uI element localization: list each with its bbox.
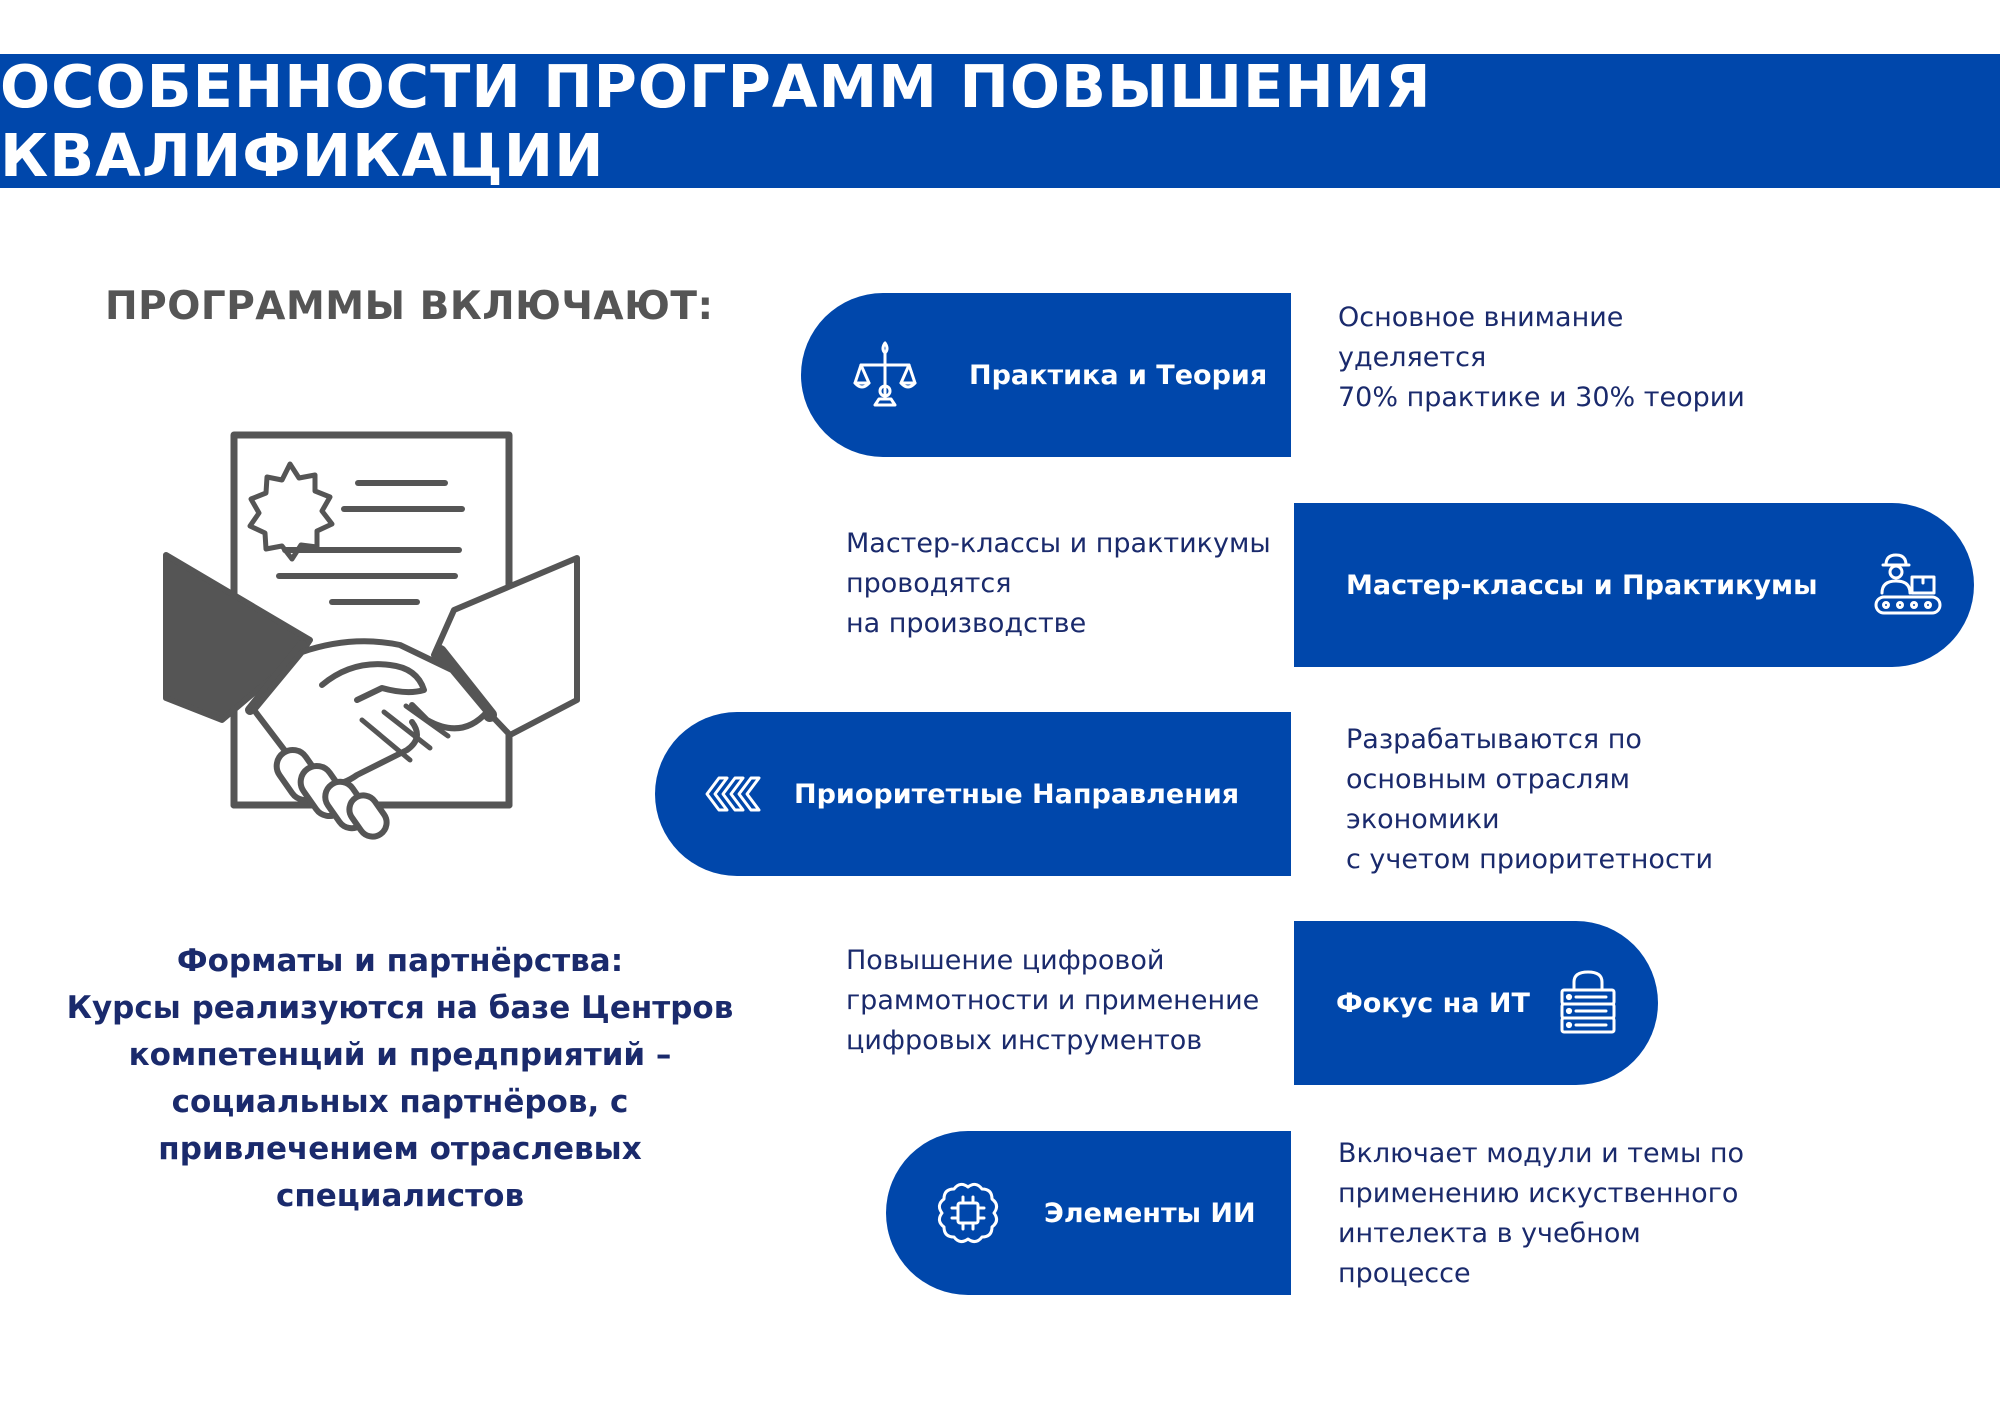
description-line: проводятся — [846, 568, 1012, 599]
feature-pill-priority-directions — [655, 712, 1291, 876]
formats-partnerships-text — [60, 938, 740, 1220]
description-line: процессе — [1338, 1258, 1471, 1289]
feature-pill-ai-elements — [886, 1131, 1291, 1295]
description-line: интелекта в учебном — [1338, 1218, 1641, 1249]
feature-label: Фокус на ИТ — [1336, 987, 1530, 1019]
feature-label: Приоритетные Направления — [794, 778, 1240, 810]
feature-label: Практика и Теория — [969, 359, 1268, 391]
description-line: основным отраслям — [1346, 764, 1631, 795]
description-line: 70% практике и 30% теории — [1338, 382, 1745, 413]
formats-line: компетенций и предприятий – — [128, 1037, 672, 1073]
description-line: Включает модули и темы по — [1338, 1138, 1745, 1169]
feature-description — [846, 941, 1259, 1061]
formats-line: специалистов — [275, 1178, 525, 1214]
feature-pill-practice-theory — [801, 293, 1291, 457]
feature-description — [1338, 1134, 1744, 1294]
description-line: Повышение цифровой — [846, 945, 1165, 976]
ai-chip-brain-icon — [936, 1181, 1000, 1245]
feature-description — [846, 524, 1271, 644]
description-line: экономики — [1346, 804, 1500, 835]
feature-pill-masterclasses — [1294, 503, 1974, 667]
description-line: Разрабатываются по — [1346, 724, 1642, 755]
description-line: с учетом приоритетности — [1346, 844, 1714, 875]
server-lock-icon — [1560, 970, 1616, 1036]
feature-description — [1338, 298, 1745, 418]
handshake-certificate-icon — [162, 430, 582, 850]
description-line: Мастер-классы и практикумы — [846, 528, 1271, 559]
formats-line: социальных партнёров, с — [171, 1084, 629, 1120]
formats-line: привлечением отраслевых — [158, 1131, 642, 1167]
description-line: применению искуственного — [1338, 1178, 1739, 1209]
feature-label: Элементы ИИ — [1044, 1197, 1256, 1229]
section-subtitle: ПРОГРАММЫ ВКЛЮЧАЮТ: — [105, 284, 714, 329]
chevrons-left-icon — [705, 774, 771, 814]
header-banner — [0, 54, 2000, 188]
description-line: граммотности и применение — [846, 985, 1260, 1016]
description-line: цифровых инструментов — [846, 1025, 1203, 1056]
feature-pill-it-focus — [1294, 921, 1658, 1085]
description-line: уделяется — [1338, 342, 1487, 373]
worker-conveyor-icon — [1874, 551, 1942, 619]
feature-description — [1346, 720, 1713, 880]
feature-label: Мастер-классы и Практикумы — [1346, 569, 1818, 601]
formats-line: Курсы реализуются на базе Центров — [66, 990, 734, 1026]
scales-icon — [853, 339, 917, 411]
description-line: Основное внимание — [1338, 302, 1624, 333]
formats-line: Форматы и партнёрства: — [176, 943, 624, 979]
page-title: ОСОБЕННОСТИ ПРОГРАММ ПОВЫШЕНИЯ КВАЛИФИКАЦИИ — [0, 52, 1432, 190]
description-line: на производстве — [846, 608, 1087, 639]
